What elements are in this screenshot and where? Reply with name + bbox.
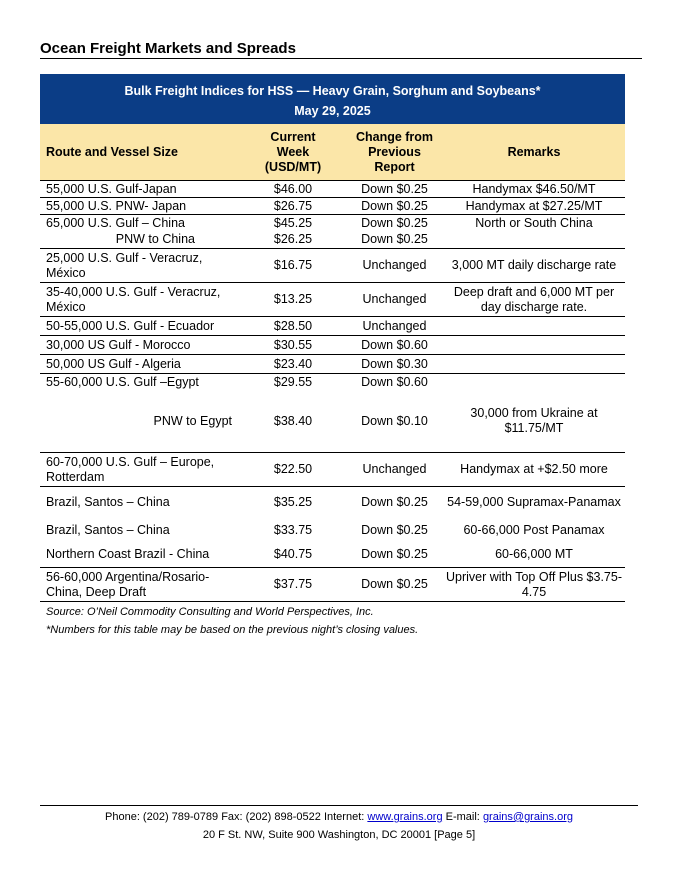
footer-contact-line <box>40 808 638 826</box>
header-change: Change from Previous Report <box>346 124 443 181</box>
email-link[interactable]: grains@grains.org <box>482 811 573 823</box>
title-divider <box>40 58 642 59</box>
source-note: Source: O’Neil Commodity Consulting and World Perspectives, Inc. <box>46 606 374 618</box>
page-footer <box>40 808 638 844</box>
footer-email-label: E-mail: <box>445 811 480 823</box>
header-remarks: Remarks <box>443 124 625 181</box>
header-current-week: Current Week (USD/MT) <box>240 124 346 181</box>
table-row: 56-60,000 Argentina/Rosario-China, Deep Draft $37.75 Down $0.25 Upriver with Top Off Plus $3.75-4.75 <box>40 568 625 602</box>
table-row: 65,000 U.S. Gulf – China $45.25 Down $0.25 North or South China <box>40 215 625 232</box>
column-header-row <box>40 124 625 181</box>
table-row: 35-40,000 U.S. Gulf - Veracruz, México $13.25 Unchanged Deep draft and 6,000 MT per day discharge rate. <box>40 283 625 317</box>
table-row: 30,000 US Gulf - Morocco $30.55 Down $0.60 <box>40 336 625 355</box>
table-row: 50-55,000 U.S. Gulf - Ecuador $28.50 Unchanged <box>40 317 625 336</box>
table-row: 55,000 U.S. Gulf-Japan $46.00 Down $0.25 Handymax $46.50/MT <box>40 181 625 198</box>
table-row: Brazil, Santos – China $33.75 Down $0.25 60-66,000 Post Panamax <box>46 522 605 537</box>
table-row: 50,000 US Gulf - Algeria $23.40 Down $0.30 <box>40 355 625 374</box>
section-title: Ocean Freight Markets and Spreads <box>40 40 296 57</box>
table-row: Northern Coast Brazil - China $40.75 Down $0.25 60-66,000 MT <box>46 546 573 561</box>
table-row: PNW to Egypt $38.40 Down $0.10 30,000 from Ukraine at $11.75/MT <box>153 406 598 436</box>
table-notes <box>46 603 418 639</box>
table-row: 60-70,000 U.S. Gulf – Europe, Rotterdam $22.50 Unchanged Handymax at +$2.50 more <box>40 453 625 487</box>
footer-address: 20 F St. NW, Suite 900 Washington, DC 20001 [Page 5] <box>202 829 476 841</box>
footer-divider <box>40 805 638 806</box>
footer-phone-fax: Phone: (202) 789-0789 Fax: (202) 898-0522 Internet: <box>105 811 365 823</box>
footnote: *Numbers for this table may be based on the previous night’s closing values. <box>46 624 419 636</box>
table-row: 55,000 U.S. PNW- Japan $26.75 Down $0.25 Handymax at $27.25/MT <box>40 198 625 215</box>
website-link[interactable]: www.grains.org <box>367 811 443 823</box>
table-banner-date: May 29, 2025 <box>40 104 625 124</box>
table-banner-title: Bulk Freight Indices for HSS — Heavy Grain, Sorghum and Soybeans* <box>40 74 625 104</box>
table-row: Brazil, Santos – China $35.25 Down $0.25 54-59,000 Supramax-Panamax <box>40 487 625 519</box>
table-row: 25,000 U.S. Gulf - Veracruz, México $16.75 Unchanged 3,000 MT daily discharge rate <box>40 249 625 283</box>
header-route: Route and Vessel Size <box>40 124 240 181</box>
freight-table <box>40 74 625 602</box>
table-row: PNW to China $26.25 Down $0.25 <box>115 232 428 247</box>
table-row: 55-60,000 U.S. Gulf –Egypt $29.55 Down $0.60 <box>40 374 625 391</box>
